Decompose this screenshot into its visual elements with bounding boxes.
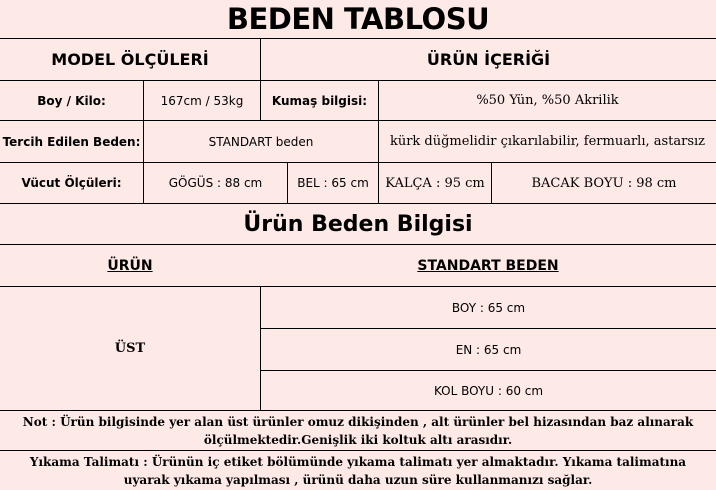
standard-size-column-header: STANDART BEDEN	[417, 257, 559, 274]
preferred-size-value: STANDART beden	[143, 121, 378, 162]
height-weight-value: 167cm / 53kg	[143, 81, 260, 120]
height-weight-label: Boy / Kilo:	[37, 93, 106, 108]
page-title: BEDEN TABLOSU	[226, 2, 490, 36]
garment-part: ÜST	[114, 341, 146, 356]
length-measurement: BOY : 65 cm	[260, 287, 716, 328]
size-info-title-row	[0, 203, 716, 244]
product-column-header: ÜRÜN	[107, 257, 153, 274]
chest-measurement: GÖGÜS : 88 cm	[143, 163, 287, 203]
height-weight-row	[0, 80, 716, 120]
size-info-header-row	[0, 244, 716, 286]
body-measurements-row	[0, 162, 716, 203]
preferred-size-row	[0, 120, 716, 162]
sleeve-measurement: KOL BOYU : 60 cm	[260, 370, 716, 411]
top-garment-row	[0, 286, 716, 410]
measurement-note: Not : Ürün bilgisinde yer alan üst ürünler omuz dikişinden , alt ürünler bel hizasından baz alınarak ölçülmektedir.Genişlik iki koltuk altı arasıdır.	[22, 414, 694, 447]
washing-note-row	[0, 450, 716, 490]
product-details: kürk düğmelidir çıkarılabilir, fermuarlı, astarsız	[378, 121, 716, 162]
product-content-header: ÜRÜN İÇERİĞİ	[260, 39, 716, 80]
fabric-label: Kumaş bilgisi:	[260, 81, 378, 120]
leg-measurement: BACAK BOYU : 98 cm	[491, 163, 716, 203]
section-header-row	[0, 38, 716, 80]
measurement-note-row	[0, 410, 716, 450]
fabric-value: %50 Yün, %50 Akrilik	[378, 81, 716, 120]
washing-note: Yıkama Talimatı : Ürünün iç etiket bölümünde yıkama talimatı yer almaktadır. Yıkama talimatına uyarak yıkama yapılması , ürünü daha uzun süre kullanmanızı sağlar.	[29, 454, 687, 487]
waist-measurement: BEL : 65 cm	[287, 163, 378, 203]
width-measurement: EN : 65 cm	[260, 328, 716, 370]
size-info-title: Ürün Beden Bilgisi	[243, 211, 473, 237]
preferred-size-label: Tercih Edilen Beden:	[2, 134, 141, 149]
body-measurements-label: Vücut Ölçüleri:	[21, 176, 122, 190]
model-measurements-header: MODEL ÖLÇÜLERİ	[51, 50, 209, 69]
hip-measurement: KALÇA : 95 cm	[378, 163, 491, 203]
